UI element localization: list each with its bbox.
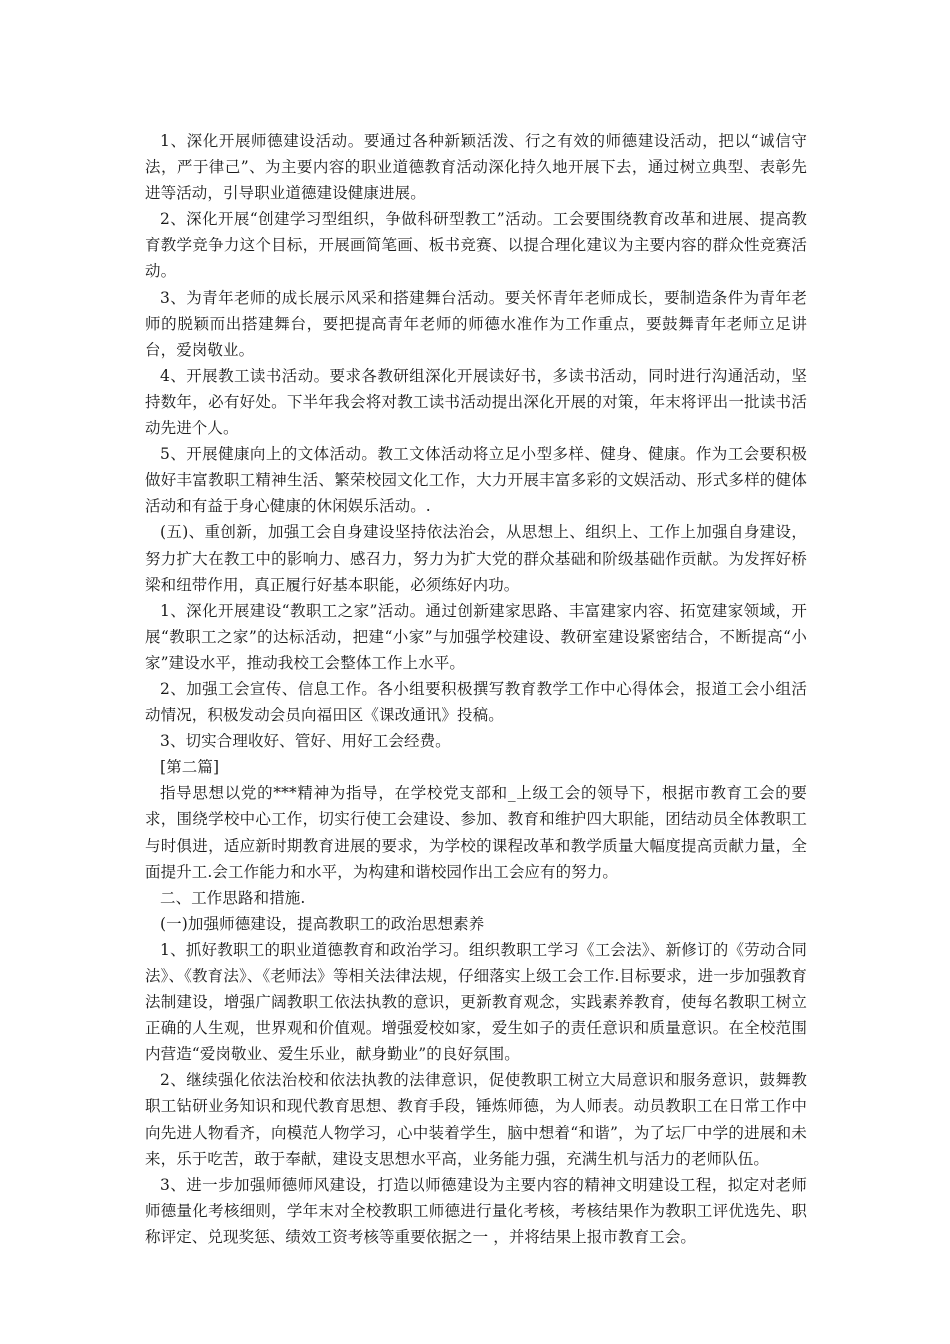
paragraph-8: 2、加强工会宣传、信息工作。各小组要积极撰写教育教学工作中心得体会，报道工会小组活动情况，积极发动会员向福田区《课改通讯》投稿。 xyxy=(145,679,807,725)
paragraph-5: 5、开展健康向上的文体活动。教工文体活动将立足小型多样、健身、健康。作为工会要积极做好丰富教职工精神生活、繁荣校园文化工作，大力开展丰富多彩的文娱活动、形式多样的健体活动和有益于身心健康的休闲娱乐活动。. xyxy=(145,445,807,516)
paragraph-2: 2、深化开展“创建学习型组织，争做科研型教工”活动。工会要围绕教育改革和进展、提高教育教学竞争力这个目标，开展画简笔画、板书竞赛、以提合理化建议为主要内容的群众性竞赛活动。 xyxy=(145,210,807,281)
paragraph-7: 1、深化开展建设“教职工之家”活动。通过创新建家思路、丰富建家内容、拓宽建家领域，开展“教职工之家”的达标活动，把建“小家”与加强学校建设、教研室建设紧密结合，不断提高“小家”建设水平，推动我校工会整体工作上水平。 xyxy=(145,601,807,672)
section-marker: [第二篇] xyxy=(160,758,220,777)
subsection-heading: (一)加强师德建设，提高教职工的政治思想素养 xyxy=(160,914,485,933)
paragraph-6: (五)、重创新，加强工会自身建设坚持依法治会，从思想上、组织上、工作上加强自身建设，努力扩大在教工中的影响力、感召力，努力为扩大党的群众基础和阶级基础作贡献。为发挥好桥梁和纽带作用，真正履行好基本职能，必须练好内功。 xyxy=(145,523,807,594)
paragraph-12: 1、抓好教职工的职业道德教育和政治学习。组织教职工学习《工会法》、新修订的《劳动合同法》、《教育法》、《老师法》等相关法律法规，仔细落实上级工会工作.目标要求，进一步加强教育法制建设，增强广阔教职工依法执教的意识，更新教育观念，实践素养教育，使每名教职工树立正确的人生观，世界观和价值观。增强爱校如家，爱生如子的责任意识和质量意识。在全校范围内营造“爱岗敬业、爱生乐业，献身勤业”的良好氛围。 xyxy=(145,940,807,1064)
paragraph-4: 4、开展教工读书活动。要求各教研组深化开展读好书，多读书活动，同时进行沟通活动，坚持数年，必有好处。下半年我会将对教工读书活动提出深化开展的对策，年末将评出一批读书活动先进个人。 xyxy=(145,366,807,438)
paragraph-14: 3、进一步加强师德师风建设，打造以师德建设为主要内容的精神文明建设工程，拟定对老师师德量化考核细则，学年末对全校教职工师德进行量化考核，考核结果作为教职工评优选先、职称评定、兑现奖惩、绩效工资考核等重要依据之一 ，并将结果上报市教育工会。 xyxy=(145,1175,807,1246)
paragraph-1: 1、深化开展师德建设活动。要通过各种新颖活泼、行之有效的师德建设活动，把以“诚信守法，严于律己”、为主要内容的职业道德教育活动深化持久地开展下去，通过树立典型、表彰先进等活动，引导职业道德建设健康进展。 xyxy=(145,132,807,203)
paragraph-3: 3、为青年老师的成长展示风采和搭建舞台活动。要关怀青年老师成长，要制造条件为青年老师的脱颖而出搭建舞台，要把提高青年老师的师德水准作为工作重点，要鼓舞青年老师立足讲台，爱岗敬业。 xyxy=(145,288,807,359)
paragraph-9: 3、切实合理收好、管好、用好工会经费。 xyxy=(160,732,451,751)
paragraph-guiding-ideology: 指导思想以党的***精神为指导，在学校党支部和_上级工会的领导下，根据市教育工会的要求，围绕学校中心工作，切实行使工会建设、参加、教育和维护四大职能，团结动员全体教职工与时俱进，适应新时期教育进展的要求，为学校的课程改革和教学质量大幅度提高贡献力量，全面提升工.会工作能力和水平，为构建和谐校园作出工会应有的努力。 xyxy=(145,784,807,881)
paragraph-13: 2、继续强化依法治校和依法执教的法律意识，促使教职工树立大局意识和服务意识，鼓舞教职工钻研业务知识和现代教育思想、教育手段，锤炼师德，为人师表。动员教职工在日常工作中向先进人物看齐，向模范人物学习，心中装着学生，脑中想着“和谐”，为了坛厂中学的进展和未来，乐于吃苦，敢于奉献，建设支思想水平高，业务能力强，充满生机与活力的老师队伍。 xyxy=(145,1071,807,1168)
document-body xyxy=(145,128,807,1250)
section-heading: 二、工作思路和措施. xyxy=(160,888,306,907)
